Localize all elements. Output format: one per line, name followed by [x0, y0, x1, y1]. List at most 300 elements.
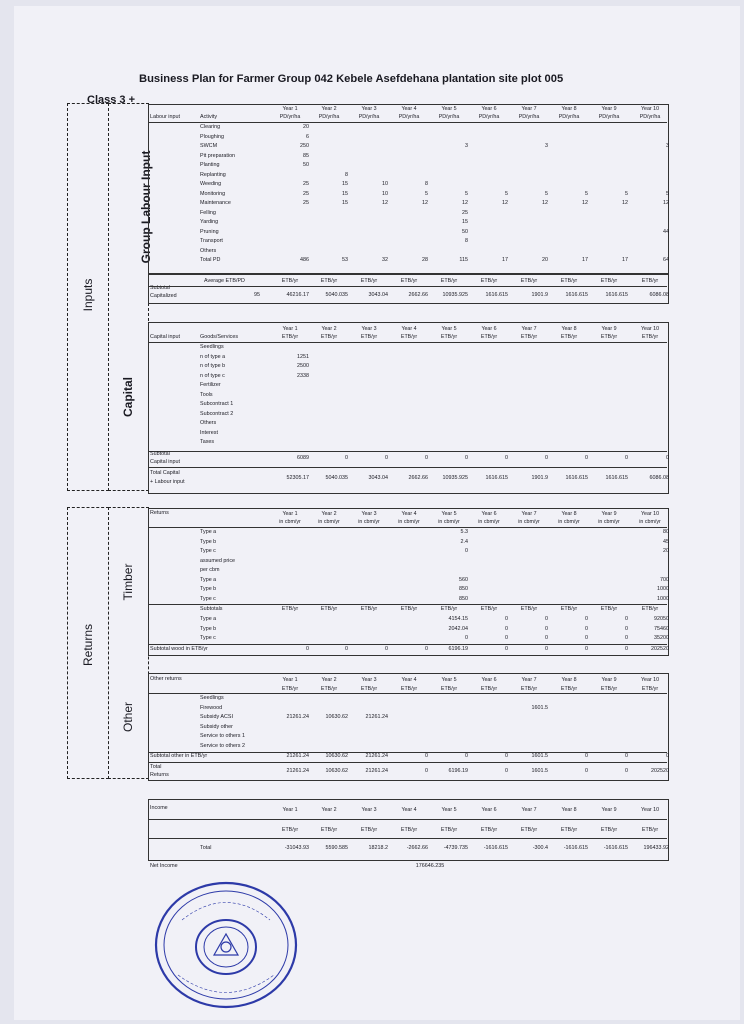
other-total-value: 21261.24 — [286, 768, 309, 774]
other-subtotal-value: 0 — [425, 753, 428, 759]
income-total-label: Total — [200, 845, 212, 851]
labour-row-value: 8 — [425, 181, 428, 187]
timber-row-label: Type a — [200, 529, 217, 535]
other-total-value: 6196.19 — [448, 768, 468, 774]
timber-row-value: 0 — [465, 548, 468, 554]
timber-value-row-label: Type a — [200, 616, 217, 622]
labour-row-value: 53 — [342, 257, 348, 263]
other-side-label: Other — [121, 702, 135, 733]
other-subtotal-value: 21261.24 — [286, 753, 309, 759]
labour-row-value: 5 — [545, 190, 548, 197]
labour-row-value: 5 — [465, 190, 468, 197]
labour-side-label: Group Labour Input — [139, 150, 153, 264]
income-unit: ETB/yr — [560, 827, 578, 833]
capital-total-value: 1616.615 — [605, 475, 628, 481]
labour-header-unit-1: PD/yr/ha — [279, 114, 301, 120]
timber-subtotals-unit: ETB/yr — [360, 606, 378, 612]
income-unit: ETB/yr — [400, 827, 418, 833]
labour-row-value: 15 — [342, 190, 348, 197]
labour-row-value: 250 — [300, 143, 309, 149]
other-unit: ETB/yr — [600, 686, 618, 692]
other-row-label: Firewood — [200, 704, 223, 711]
timber-year: Year 7 — [521, 511, 537, 517]
labour-row-value: 115 — [459, 257, 468, 263]
labour-header-year-7: Year 7 — [521, 106, 537, 112]
labour-header-year-10: Year 10 — [640, 106, 660, 112]
other-total-label: Total — [150, 764, 162, 770]
labour-row-value: 12 — [462, 200, 468, 206]
capital-row-value: 1251 — [297, 353, 309, 360]
other-total-rule — [148, 762, 667, 763]
capital-header-unit-4: ETB/yr — [400, 334, 418, 340]
income-unit: ETB/yr — [320, 827, 338, 833]
labour-subtotal-value: 1616.615 — [605, 292, 628, 298]
timber-subtotal-value: 0 — [625, 646, 628, 652]
income-unit: ETB/yr — [440, 827, 458, 833]
timber-subtotals-unit: ETB/yr — [320, 606, 338, 612]
timber-row-label: Type a — [200, 576, 217, 583]
timber-value-row-label: Type b — [200, 625, 217, 632]
timber-row-label: assumed price — [200, 557, 236, 564]
timber-subtotals-unit: ETB/yr — [480, 606, 498, 612]
capital-row-label: Taxes — [200, 439, 215, 445]
labour-row-value: 17 — [582, 257, 588, 263]
timber-subtotals-unit: ETB/yr — [560, 606, 578, 612]
income-unit: ETB/yr — [480, 827, 498, 833]
labour-avg-unit: ETB/yr — [560, 278, 578, 284]
capital-total-label2: + Labour input — [150, 479, 185, 485]
labour-header-unit-8: PD/yr/ha — [558, 114, 580, 120]
capital-total-label: Total Capital — [150, 470, 180, 476]
capital-col1-head: Capital input — [150, 334, 180, 340]
labour-avg-unit: ETB/yr — [281, 278, 299, 284]
income-unit: ETB/yr — [520, 827, 538, 833]
timber-row-value: 850 — [459, 586, 468, 592]
timber-unit: in cbm/yr — [558, 519, 580, 525]
capital-header-unit-2: ETB/yr — [320, 334, 338, 340]
timber-row-value: 5.3 — [460, 529, 468, 535]
timber-unit: in cbm/yr — [398, 519, 420, 525]
capital-header-rule — [148, 342, 667, 343]
other-total-value: 21261.24 — [365, 768, 388, 774]
timber-row-label: Type c — [200, 595, 216, 602]
other-year: Year 3 — [361, 677, 377, 683]
timber-subtotals-unit: ETB/yr — [600, 606, 618, 612]
capital-side-label: Capital — [121, 377, 135, 418]
labour-row-value: 28 — [422, 257, 428, 263]
labour-avg-unit: ETB/yr — [320, 278, 338, 284]
capital-row-label: n of type b — [200, 363, 226, 369]
other-total-value: 0 — [625, 768, 628, 774]
labour-header-unit-2: PD/yr/ha — [318, 114, 340, 120]
labour-row-value: 10 — [382, 181, 388, 187]
capital-row-label: n of type a — [200, 353, 226, 360]
income-year: Year 1 — [282, 807, 298, 813]
timber-side-label: Timber — [121, 563, 135, 601]
timber-row-value: 1000 — [657, 586, 669, 592]
timber-year: Year 3 — [361, 511, 377, 517]
other-row-label: Service to others 1 — [200, 733, 245, 739]
timber-row-label: Type b — [200, 538, 217, 545]
capital-total-rule — [148, 467, 667, 468]
other-total-value: 1601.5 — [531, 768, 548, 774]
capital-total-value: 10935.925 — [442, 475, 468, 481]
other-row-value: 1601.5 — [531, 704, 548, 711]
class-label: Class 3 + — [87, 94, 136, 106]
inputs-side-label: Inputs — [81, 278, 95, 312]
labour-row-value: 3 — [666, 143, 669, 149]
income-total-value: 5590.585 — [325, 845, 348, 851]
timber-year: Year 2 — [321, 511, 337, 517]
capital-header-year-4: Year 4 — [401, 326, 417, 332]
other-unit: ETB/yr — [560, 686, 578, 692]
labour-row-label: Total PD — [200, 257, 221, 263]
other-subtotal-value: 0 — [465, 753, 468, 759]
timber-value-row-value: 0 — [505, 625, 508, 632]
labour-row-value: 32 — [382, 257, 388, 263]
capital-subtotal-value: 0 — [465, 455, 468, 461]
labour-header-unit-7: PD/yr/ha — [518, 114, 540, 120]
page-title: Business Plan for Farmer Group 042 Kebele Asefdehana plantation site plot 005 — [139, 73, 564, 85]
capital-subtotal-rule — [148, 451, 667, 452]
income-year: Year 6 — [481, 807, 497, 813]
labour-row-value: 3 — [545, 143, 548, 149]
capital-total-value: 1616.615 — [565, 475, 588, 481]
other-subtotal-value: 0 — [585, 753, 588, 759]
income-total-value: -1616.615 — [603, 845, 628, 851]
labour-row-value: 17 — [502, 257, 508, 263]
income-label: Income — [150, 805, 168, 811]
capital-header-unit-1: ETB/yr — [281, 334, 299, 340]
timber-value-row-value: 0 — [585, 635, 588, 641]
labour-subtotal-value: 2662.66 — [408, 292, 428, 298]
other-row-value: 10630.62 — [325, 714, 348, 720]
labour-row-label: Planting — [200, 162, 220, 168]
labour-row-value: 44 — [663, 228, 669, 235]
labour-subtotal-value: 46216.17 — [286, 292, 309, 298]
timber-value-row-value: 0 — [625, 625, 628, 632]
other-total-value: 0 — [425, 768, 428, 774]
other-year: Year 9 — [601, 677, 617, 683]
timber-subtotals-unit: ETB/yr — [400, 606, 418, 612]
capital-total-value: 3043.04 — [368, 475, 388, 481]
capital-header-unit-7: ETB/yr — [520, 334, 538, 340]
labour-row-value: 12 — [622, 200, 628, 206]
labour-avg-unit: ETB/yr — [600, 278, 618, 284]
labour-row-value: 12 — [542, 200, 548, 206]
labour-avg-value: 95 — [254, 292, 260, 298]
timber-unit: in cbm/yr — [358, 519, 380, 525]
timber-row-label: Type b — [200, 586, 217, 592]
income-unit: ETB/yr — [360, 827, 378, 833]
income-total-value: 18218.2 — [368, 845, 388, 851]
labour-row-value: 5 — [425, 190, 428, 197]
organization-stamp — [152, 880, 300, 1010]
capital-subtotal-value: 0 — [585, 455, 588, 461]
timber-year: Year 4 — [401, 511, 417, 517]
capital-header-unit-10: ETB/yr — [641, 334, 659, 340]
other-unit: ETB/yr — [520, 686, 538, 692]
capital-total-value: 1616.615 — [485, 475, 508, 481]
timber-row-value: 80 — [663, 529, 669, 535]
labour-row-value: 25 — [303, 190, 309, 197]
labour-row-label: Transport — [200, 238, 223, 244]
capital-row-label: Interest — [200, 429, 218, 436]
capital-subtotal-label: Subtotal — [150, 451, 170, 457]
labour-row-label: SWCM — [200, 143, 218, 149]
timber-subtotal-value: 6196.19 — [448, 646, 468, 652]
timber-value-row-value: 0 — [625, 635, 628, 641]
income-total-value: -31043.93 — [284, 845, 309, 851]
timber-subtotal-value: 0 — [345, 646, 348, 652]
other-year: Year 4 — [401, 677, 417, 683]
labour-row-value: 17 — [622, 257, 628, 263]
capital-header-year-2: Year 2 — [321, 326, 337, 332]
timber-value-row-value: 4154.15 — [448, 616, 468, 622]
other-subtotal-value: 0 — [666, 753, 669, 759]
capital-row-label: Seedlings — [200, 344, 224, 350]
capital-header-year-6: Year 6 — [481, 326, 497, 332]
labour-row-label: Felling — [200, 209, 216, 216]
labour-row-value: 25 — [303, 200, 309, 206]
timber-year: Year 5 — [441, 511, 457, 517]
timber-subtotals-unit: ETB/yr — [440, 606, 458, 612]
other-header-rule — [148, 693, 667, 694]
labour-header-unit-6: PD/yr/ha — [478, 114, 500, 120]
labour-row-value: 8 — [345, 171, 348, 178]
timber-unit: in cbm/yr — [318, 519, 340, 525]
labour-row-value: 8 — [465, 238, 468, 244]
labour-row-value: 10 — [382, 190, 388, 197]
timber-subtotal-value: 202520 — [651, 646, 669, 652]
other-subtotal-value: 0 — [625, 753, 628, 759]
income-total-value: 196433.92 — [643, 845, 669, 851]
capital-header-year-3: Year 3 — [361, 326, 377, 332]
labour-row-value: 12 — [663, 200, 669, 206]
labour-row-value: 12 — [422, 200, 428, 206]
labour-header-year-8: Year 8 — [561, 106, 577, 112]
timber-year: Year 10 — [640, 511, 660, 517]
other-total-value: 10630.62 — [325, 768, 348, 774]
timber-unit: in cbm/yr — [598, 519, 620, 525]
labour-row-label: Others — [200, 247, 217, 254]
income-unit: ETB/yr — [281, 827, 299, 833]
labour-row-value: 20 — [303, 124, 309, 130]
timber-subtotal-value: 0 — [425, 646, 428, 652]
income-total-value: -1616.615 — [483, 845, 508, 851]
labour-header-year-1: Year 1 — [282, 106, 298, 112]
timber-value-row-value: 35200 — [654, 635, 669, 641]
returns-side-label: Returns — [81, 623, 95, 667]
net-income-label: Net Income — [150, 863, 178, 869]
capital-total-value: 2662.66 — [408, 475, 428, 481]
labour-header-year-6: Year 6 — [481, 106, 497, 112]
income-rule-2 — [148, 838, 667, 839]
timber-value-row-value: 0 — [625, 616, 628, 622]
income-total-value: -300.4 — [532, 845, 548, 851]
other-year: Year 6 — [481, 677, 497, 683]
other-row-label: Service to others 2 — [200, 742, 245, 749]
labour-col1-head: Labour input — [150, 114, 180, 120]
other-unit: ETB/yr — [400, 686, 418, 692]
labour-row-value: 12 — [502, 200, 508, 206]
timber-row-value: 700 — [660, 576, 669, 583]
labour-header-year-3: Year 3 — [361, 106, 377, 112]
timber-value-row-value: 0 — [545, 616, 548, 622]
labour-row-label: Pit preparation — [200, 152, 236, 159]
other-unit: ETB/yr — [480, 686, 498, 692]
labour-header-year-5: Year 5 — [441, 106, 457, 112]
labour-subtotal-value: 3043.04 — [368, 292, 388, 298]
capital-total-value: 6086.08 — [649, 475, 669, 481]
income-unit: ETB/yr — [600, 827, 618, 833]
other-unit: ETB/yr — [641, 686, 659, 692]
income-total-value: -4739.735 — [443, 845, 468, 851]
labour-subtotal-value: 1616.615 — [565, 292, 588, 298]
income-year: Year 9 — [601, 807, 617, 813]
timber-row-label: Type c — [200, 548, 216, 554]
income-total-value: -2662.66 — [406, 845, 428, 851]
timber-subtotals-unit: ETB/yr — [520, 606, 538, 612]
labour-row-value: 50 — [462, 228, 468, 235]
other-year: Year 8 — [561, 677, 577, 683]
other-row-label: Subsidy ACSI — [200, 714, 233, 720]
labour-row-value: 12 — [582, 200, 588, 206]
timber-unit: in cbm/yr — [518, 519, 540, 525]
timber-year: Year 6 — [481, 511, 497, 517]
other-unit: ETB/yr — [320, 686, 338, 692]
labour-subtotal-value: 6086.08 — [649, 292, 669, 298]
labour-row-value: 15 — [342, 181, 348, 187]
capital-row-label: n of type c — [200, 372, 225, 379]
timber-value-row-label: Type c — [200, 635, 216, 641]
timber-value-row-value: 75460 — [654, 625, 669, 632]
income-year: Year 4 — [401, 807, 417, 813]
labour-header-unit-4: PD/yr/ha — [398, 114, 420, 120]
labour-header-unit-3: PD/yr/ha — [358, 114, 380, 120]
labour-avg-unit: ETB/yr — [520, 278, 538, 284]
labour-header-unit-10: PD/yr/ha — [639, 114, 661, 120]
labour-row-value: 486 — [300, 257, 309, 263]
other-total-value: 0 — [585, 768, 588, 774]
income-rule-1 — [148, 819, 667, 820]
labour-row-value: 5 — [505, 190, 508, 197]
income-year: Year 3 — [361, 807, 377, 813]
net-income-value: 176646.235 — [415, 863, 445, 869]
capital-row-label: Fertilizer — [200, 382, 221, 388]
labour-row-label: Pruning — [200, 228, 219, 235]
other-subtotal-label: Subtotal other in ETB/yr — [150, 753, 208, 759]
capital-total-value: 52305.17 — [286, 475, 309, 481]
labour-row-label: Replanting — [200, 171, 226, 178]
labour-avg-unit: ETB/yr — [480, 278, 498, 284]
timber-unit: in cbm/yr — [279, 519, 301, 525]
labour-avg-unit: ETB/yr — [360, 278, 378, 284]
labour-header-year-2: Year 2 — [321, 106, 337, 112]
timber-subtotal-value: 0 — [385, 646, 388, 652]
timber-year: Year 9 — [601, 511, 617, 517]
timber-value-row-value: 0 — [465, 635, 468, 641]
capital-row-value: 2338 — [297, 372, 309, 379]
other-year: Year 5 — [441, 677, 457, 683]
other-col1-head: Other returns — [150, 676, 182, 682]
labour-row-label: Ploughing — [200, 133, 224, 140]
capital-total-value: 5040.035 — [325, 475, 348, 481]
capital-row-value: 2500 — [297, 363, 309, 369]
labour-subtotal-value: 1616.615 — [485, 292, 508, 298]
income-unit: ETB/yr — [641, 827, 659, 833]
timber-row-value: 2.4 — [460, 538, 468, 545]
capital-subtotal-label2: Capital input — [150, 459, 180, 465]
capital-subtotal-value: 0 — [425, 455, 428, 461]
timber-subtotals-unit: ETB/yr — [281, 606, 299, 612]
timber-value-row-value: 0 — [505, 635, 508, 641]
capital-row-label: Tools — [200, 391, 213, 398]
labour-subtotal-label2: Capitalized — [150, 293, 177, 299]
capital-subtotal-value: 6089 — [297, 455, 309, 461]
labour-row-value: 25 — [462, 209, 468, 216]
labour-row-value: 15 — [342, 200, 348, 206]
timber-value-row-value: 0 — [585, 616, 588, 622]
labour-row-value: 12 — [382, 200, 388, 206]
timber-unit: in cbm/yr — [438, 519, 460, 525]
other-row-label: Seedlings — [200, 695, 224, 701]
income-year: Year 2 — [321, 807, 337, 813]
capital-subtotal-value: 0 — [385, 455, 388, 461]
timber-value-row-value: 0 — [505, 616, 508, 622]
capital-header-unit-9: ETB/yr — [600, 334, 618, 340]
stamp-seal — [156, 883, 296, 1007]
capital-subtotal-value: 0 — [505, 455, 508, 461]
income-year: Year 10 — [640, 807, 660, 813]
timber-subtotals-label: Subtotals — [200, 606, 223, 612]
capital-col2-head: Goods/Services — [200, 334, 239, 340]
capital-header-unit-5: ETB/yr — [440, 334, 458, 340]
capital-subtotal-value: 0 — [345, 455, 348, 461]
capital-header-year-10: Year 10 — [640, 326, 660, 332]
timber-row-value: 1000 — [657, 595, 669, 602]
labour-row-value: 20 — [542, 257, 548, 263]
labour-subtotal-value: 10935.925 — [442, 292, 468, 298]
other-subtotal-value: 1601.5 — [531, 753, 548, 759]
other-row-value: 21261.24 — [365, 714, 388, 720]
other-unit: ETB/yr — [360, 686, 378, 692]
timber-row-value: 45 — [663, 538, 669, 545]
timber-subtotals-unit: ETB/yr — [641, 606, 659, 612]
capital-header-year-1: Year 1 — [282, 326, 298, 332]
labour-row-value: 25 — [303, 181, 309, 187]
timber-subtotal-value: 0 — [545, 646, 548, 652]
labour-avg-label: Average ETB/PD — [204, 278, 245, 284]
capital-header-unit-8: ETB/yr — [560, 334, 578, 340]
capital-header-year-8: Year 8 — [561, 326, 577, 332]
other-subtotal-value: 21261.24 — [365, 753, 388, 759]
capital-header-unit-6: ETB/yr — [480, 334, 498, 340]
labour-row-value: 5 — [625, 190, 628, 197]
timber-row-label: per cbm — [200, 567, 220, 573]
timber-subtotal-value: 0 — [306, 646, 309, 652]
capital-header-unit-3: ETB/yr — [360, 334, 378, 340]
income-year: Year 8 — [561, 807, 577, 813]
capital-header-year-5: Year 5 — [441, 326, 457, 332]
other-subtotal-value: 0 — [505, 753, 508, 759]
labour-row-label: Clearing — [200, 124, 221, 130]
labour-row-value: 50 — [303, 162, 309, 168]
other-total-label2: Returns — [150, 772, 169, 778]
timber-value-row-value: 2042.04 — [448, 625, 468, 632]
timber-unit: in cbm/yr — [478, 519, 500, 525]
timber-value-row-value: 0 — [545, 625, 548, 632]
